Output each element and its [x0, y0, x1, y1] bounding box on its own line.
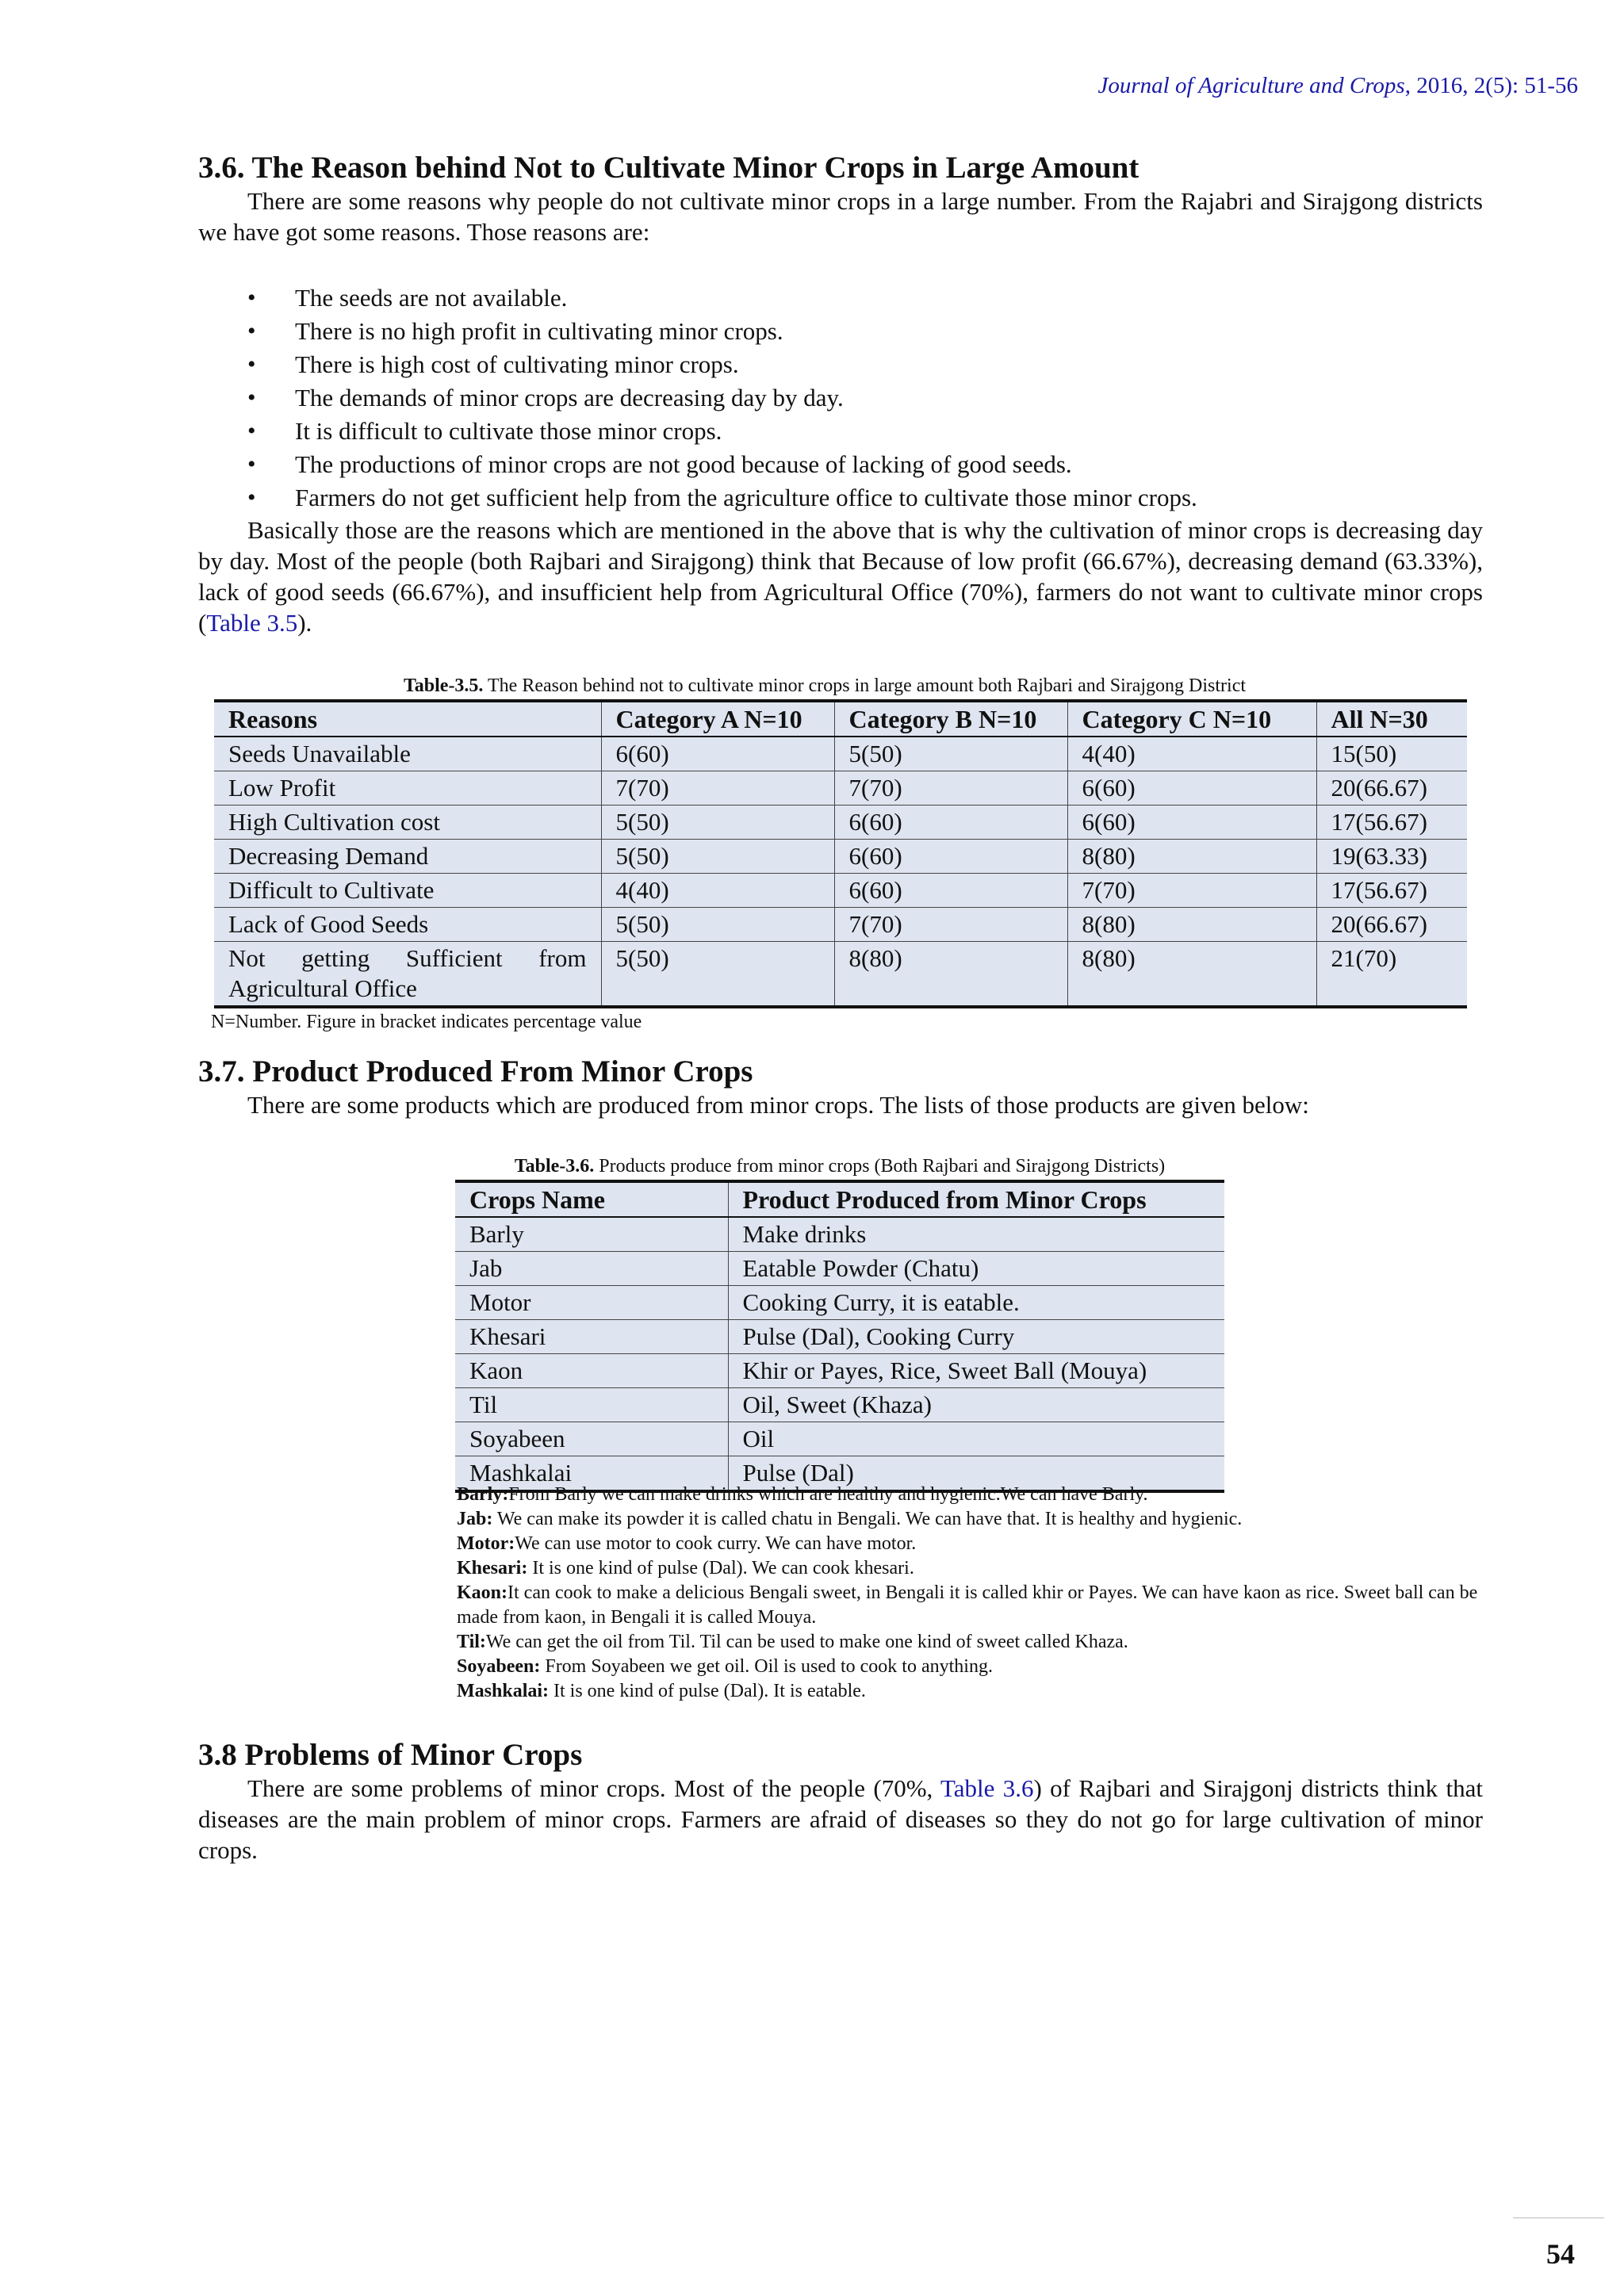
bullet-icon: • — [247, 418, 256, 444]
table-cell: Make drinks — [728, 1217, 1224, 1252]
col-header: Category C N=10 — [1067, 701, 1316, 737]
table-3-5-block — [211, 674, 1467, 1034]
definition-text: It is one kind of pulse (Dal). We can cook khesari. — [527, 1558, 914, 1578]
table-cell: Oil — [728, 1422, 1224, 1456]
definition-item — [457, 1679, 1488, 1704]
table-cell: 7(70) — [834, 908, 1067, 942]
definition-term: Barly: — [457, 1484, 509, 1505]
table-cell: Eatable Powder (Chatu) — [728, 1252, 1224, 1286]
definition-item — [457, 1655, 1488, 1679]
table-cell: Not getting Sufficient from Agricultural Office — [214, 942, 601, 1008]
definition-term: Soyabeen: — [457, 1656, 541, 1677]
table-cell: 5(50) — [601, 942, 834, 1008]
table-cell: Low Profit — [214, 771, 601, 806]
definition-term: Mashkalai: — [457, 1681, 550, 1701]
table-row — [214, 874, 1467, 908]
table-cell: 7(70) — [1067, 874, 1316, 908]
list-item-text: The productions of minor crops are not good because of lacking of good seeds. — [295, 450, 1072, 478]
col-header: All N=30 — [1316, 701, 1467, 737]
definition-text: From Barly we can make drinks which are healthy and hygienic.We can have Barly. — [508, 1484, 1148, 1505]
section-heading-3-8: 3.8 Problems of Minor Crops — [198, 1738, 583, 1772]
col-header: Crops Name — [455, 1181, 728, 1217]
table-row — [214, 942, 1467, 1008]
table-row — [214, 908, 1467, 942]
list-item-text: The demands of minor crops are decreasing day by day. — [295, 384, 844, 411]
table-cell: Kaon — [455, 1354, 728, 1388]
summary-text-end: ). — [297, 609, 312, 637]
table-cell: Cooking Curry, it is eatable. — [728, 1286, 1224, 1320]
summary-text: Basically those are the reasons which are mentioned in the above that is why the cultivation of minor crops is decreasing day by day. Most of the people (both Rajbari and Sirajgong) think that Because of low profit (66.67%), decreasing demand (63.33%), lack of good seeds (66.67%), and insufficient help from Agricultural Office (70%), farmers do not want to cultivate minor crops ( — [198, 516, 1483, 637]
table-cell: 8(80) — [1067, 942, 1316, 1008]
table-cell: 6(60) — [1067, 771, 1316, 806]
list-item-text: The seeds are not available. — [295, 284, 568, 312]
section-3-7 — [198, 1054, 1483, 1120]
list-item — [198, 315, 1483, 348]
definition-term: Til: — [457, 1632, 486, 1652]
journal-title: Journal of Agriculture and Crops — [1097, 73, 1405, 98]
table-cell: Lack of Good Seeds — [214, 908, 601, 942]
table-row — [214, 806, 1467, 840]
bullet-icon: • — [247, 484, 256, 511]
table-cell: 19(63.33) — [1316, 840, 1467, 874]
table-3-6-block — [455, 1154, 1224, 1493]
table-cell: 6(60) — [834, 874, 1067, 908]
table-cell: 20(66.67) — [1316, 908, 1467, 942]
table-cell: High Cultivation cost — [214, 806, 601, 840]
table-cell: 20(66.67) — [1316, 771, 1467, 806]
bullet-icon: • — [247, 351, 256, 377]
col-header: Reasons — [214, 701, 601, 737]
definition-item — [457, 1630, 1488, 1655]
table-header-row — [455, 1181, 1224, 1217]
table-3-5 — [214, 699, 1467, 1008]
table-cell: 5(50) — [601, 840, 834, 874]
crop-definitions — [457, 1483, 1488, 1704]
definition-item — [457, 1581, 1488, 1630]
definition-item — [457, 1556, 1488, 1581]
table-cell: Pulse (Dal) — [728, 1456, 1224, 1492]
definition-text: It can cook to make a delicious Bengali sweet, in Bengali it is called khir or Payes. We can have kaon as rice. Sweet ball can be made from kaon, in Bengali it is called Mouya. — [457, 1582, 1478, 1628]
section-heading-3-6: 3.6. The Reason behind Not to Cultivate Minor Crops in Large Amount — [198, 151, 1139, 185]
table-row — [455, 1388, 1224, 1422]
table-3-6-caption — [455, 1154, 1224, 1178]
definition-item — [457, 1532, 1488, 1556]
table-cell: Seeds Unavailable — [214, 737, 601, 771]
section-3-6 — [198, 151, 1483, 247]
definition-text: From Soyabeen we get oil. Oil is used to cook to anything. — [540, 1656, 993, 1677]
table-cell: 21(70) — [1316, 942, 1467, 1008]
bullet-icon: • — [247, 451, 256, 477]
col-header: Category B N=10 — [834, 701, 1067, 737]
table-3-5-note: N=Number. Figure in bracket indicates percentage value — [211, 1012, 642, 1032]
list-item — [198, 481, 1483, 515]
list-item — [198, 381, 1483, 415]
table-cell: Decreasing Demand — [214, 840, 601, 874]
table-3-6-link[interactable]: Table 3.6 — [940, 1774, 1034, 1802]
table-row — [214, 771, 1467, 806]
list-item-text: It is difficult to cultivate those minor crops. — [295, 417, 722, 445]
definition-term: Khesari: — [457, 1558, 528, 1578]
section-3-6-summary — [198, 515, 1483, 638]
table-cell: Jab — [455, 1252, 728, 1286]
table-cell: 7(70) — [834, 771, 1067, 806]
definition-term: Jab: — [457, 1509, 493, 1529]
table-3-5-link[interactable]: Table 3.5 — [206, 609, 298, 637]
section-3-6-intro: There are some reasons why people do not cultivate minor crops in a large number. From the Rajabri and Sirajgong districts we have got some reasons. Those reasons are: — [198, 187, 1483, 246]
section-heading-3-7: 3.7. Product Produced From Minor Crops — [198, 1054, 753, 1089]
list-item-text: There is high cost of cultivating minor crops. — [295, 350, 739, 378]
table-cell: 4(40) — [1067, 737, 1316, 771]
table-cell: Mashkalai — [455, 1456, 728, 1492]
table-cell: Soyabeen — [455, 1422, 728, 1456]
list-item — [198, 348, 1483, 381]
table-cell: Pulse (Dal), Cooking Curry — [728, 1320, 1224, 1354]
table-cell: 6(60) — [601, 737, 834, 771]
table-cell: 6(60) — [834, 806, 1067, 840]
section-3-7-intro: There are some products which are produced from minor crops. The lists of those products are given below: — [247, 1091, 1309, 1119]
table-cell: 8(80) — [834, 942, 1067, 1008]
definition-term: Motor: — [457, 1533, 515, 1554]
table-row — [455, 1320, 1224, 1354]
definition-text: We can use motor to cook curry. We can have motor. — [515, 1533, 917, 1554]
list-item-text: Farmers do not get sufficient help from the agriculture office to cultivate those minor crops. — [295, 484, 1197, 511]
table-cell: Motor — [455, 1286, 728, 1320]
definition-text: It is one kind of pulse (Dal). It is eatable. — [549, 1681, 866, 1701]
section-3-8-text-start: There are some problems of minor crops. Most of the people (70%, — [247, 1774, 941, 1802]
table-cell: 6(60) — [834, 840, 1067, 874]
definition-term: Kaon: — [457, 1582, 508, 1603]
journal-issue: , 2016, 2(5): 51-56 — [1404, 73, 1578, 98]
table-cell: Khesari — [455, 1320, 728, 1354]
table-cell: 5(50) — [601, 806, 834, 840]
table-cell: 17(56.67) — [1316, 806, 1467, 840]
table-cell: 4(40) — [601, 874, 834, 908]
table-cell: 6(60) — [1067, 806, 1316, 840]
table-3-6-caption-text: Products produce from minor crops (Both Rajbari and Sirajgong Districts) — [594, 1156, 1166, 1177]
table-header-row — [214, 701, 1467, 737]
table-3-6 — [455, 1180, 1224, 1493]
table-row — [214, 840, 1467, 874]
table-3-5-caption — [182, 674, 1467, 698]
table-cell: Oil, Sweet (Khaza) — [728, 1388, 1224, 1422]
section-3-8 — [198, 1738, 1483, 1866]
table-row — [455, 1286, 1224, 1320]
reasons-list — [198, 281, 1483, 515]
definition-item — [457, 1483, 1488, 1507]
table-3-5-label: Table-3.5. — [403, 675, 484, 696]
table-cell: 8(80) — [1067, 908, 1316, 942]
table-row — [455, 1217, 1224, 1252]
table-cell: Khir or Payes, Rice, Sweet Ball (Mouya) — [728, 1354, 1224, 1388]
table-3-5-caption-text: The Reason behind not to cultivate minor crops in large amount both Rajbari and Sirajgong District — [483, 675, 1247, 696]
bullet-icon: • — [247, 285, 256, 311]
table-cell: Til — [455, 1388, 728, 1422]
definition-text: We can get the oil from Til. Til can be used to make one kind of sweet called Khaza. — [485, 1632, 1128, 1652]
table-cell: 5(50) — [601, 908, 834, 942]
table-3-6-label: Table-3.6. — [514, 1156, 595, 1177]
bullet-icon: • — [247, 385, 256, 411]
list-item-text: There is no high profit in cultivating minor crops. — [295, 317, 783, 345]
table-row — [455, 1252, 1224, 1286]
table-cell: 7(70) — [601, 771, 834, 806]
running-head — [1098, 73, 1579, 99]
table-row — [455, 1354, 1224, 1388]
definition-text: We can make its powder it is called chatu in Bengali. We can have that. It is healthy and hygienic. — [492, 1509, 1243, 1529]
table-cell: Barly — [455, 1217, 728, 1252]
col-header: Category A N=10 — [601, 701, 834, 737]
reasons-list-wrap — [198, 281, 1483, 638]
page-number: 54 — [1546, 2238, 1575, 2270]
table-cell: 15(50) — [1316, 737, 1467, 771]
list-item — [198, 281, 1483, 315]
table-row — [214, 737, 1467, 771]
list-item — [198, 448, 1483, 481]
table-cell: Difficult to Cultivate — [214, 874, 601, 908]
section-3-8-text — [198, 1773, 1483, 1866]
list-item — [198, 415, 1483, 448]
section-3-8-text-end: ) of Rajbari and Sirajgonj districts think that diseases are the main problem of minor crops. Farmers are afraid of diseases so they do not go for large cultivation of minor crops. — [198, 1774, 1483, 1864]
table-cell: 8(80) — [1067, 840, 1316, 874]
table-cell: 17(56.67) — [1316, 874, 1467, 908]
table-row — [455, 1422, 1224, 1456]
table-cell: 5(50) — [834, 737, 1067, 771]
bullet-icon: • — [247, 318, 256, 344]
col-header: Product Produced from Minor Crops — [728, 1181, 1224, 1217]
definition-item — [457, 1507, 1488, 1532]
